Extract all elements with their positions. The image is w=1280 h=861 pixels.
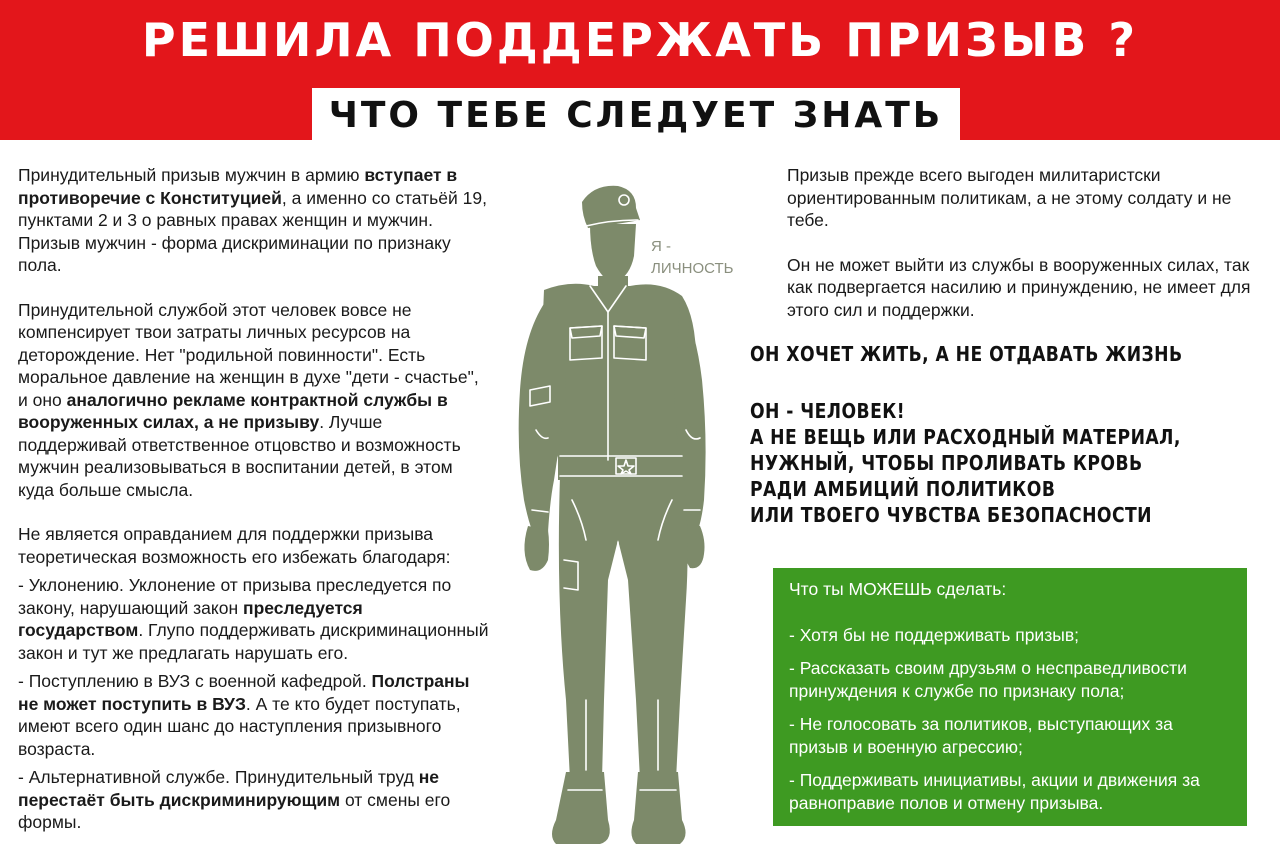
left-item-university: - Поступлению в ВУЗ с военной кафедрой. Полстраны не может поступить в ВУЗ. А те кто будет поступать, имеют всего один шанс до наступления призывного возраста.: [18, 671, 470, 759]
right-paragraph-politicians: Призыв прежде всего выгоден милитаристски ориентированным политикам, а не этому солдату и не тебе.: [787, 165, 1232, 230]
left-paragraph-constitution: Принудительный призыв мужчин в армию вступает в противоречие с Конституцией, а именно со статьёй 19, пунктами 2 и 3 о равных правах женщин и мужчин. Призыв мужчин - форма дискриминации по признаку пола.: [18, 165, 487, 275]
action-item: - Не голосовать за политиков, выступающих за призыв и военную агрессию;: [789, 714, 1173, 757]
action-title: Что ты МОЖЕШЬ сделать:: [789, 579, 1007, 599]
action-box: [773, 568, 1247, 826]
subtitle-box: [312, 88, 960, 140]
left-paragraph-childbirth: Принудительной службой этот человек вовсе не компенсирует твои затраты личных ресурсов на деторождение. Нет "родильной повинности". Есть моральное давление на женщин в духе "дети - счастье", и оно аналогично рекламе контрактной службы в вооруженных силах, а не призыву. Лучше поддерживай ответственное отцовство и возможность мужчин реализовываться в воспитании детей, в этом куда больше смысла.: [18, 299, 479, 500]
page-subtitle: ЧТО ТЕБЕ СЛЕДУЕТ ЗНАТЬ: [328, 95, 944, 136]
slogan-he-is-human: ОН - ЧЕЛОВЕК! А НЕ ВЕЩЬ ИЛИ РАСХОДНЫЙ МАТЕРИАЛ, НУЖНЫЙ, ЧТОБЫ ПРОЛИВАТЬ КРОВЬ РАДИ АМБИЦИЙ ПОЛИТИКОВ ИЛИ ТВОЕГО ЧУВСТВА БЕЗОПАСНОСТИ: [750, 399, 1181, 527]
action-item: - Рассказать своим друзьям о несправедливости принуждения к службе по признаку пола;: [789, 658, 1187, 701]
left-item-evasion: - Уклонению. Уклонение от призыва преследуется по закону, нарушающий закон преследуется государством. Глупо поддерживать дискриминационный закон и тут же предлагать нарушать его.: [18, 575, 489, 663]
action-item: - Хотя бы не поддерживать призыв;: [789, 624, 1079, 645]
right-column: [787, 164, 1257, 343]
slogan-wants-to-live: ОН ХОЧЕТ ЖИТЬ, А НЕ ОТДАВАТЬ ЖИЗНЬ: [750, 342, 1183, 366]
left-item-alternative: - Альтернативной службе. Принудительный труд не перестаёт быть дискриминирующим от смены его формы.: [18, 767, 451, 832]
left-column: [18, 164, 490, 840]
action-item: - Поддерживать инициативы, акции и движения за равноправие полов и отмену призыва.: [789, 770, 1200, 813]
header-banner: [0, 0, 1280, 140]
soldier-illustration: [490, 180, 760, 860]
right-paragraph-cannot-leave: Он не может выйти из службы в вооруженных силах, так как подвергается насилию и принуждению, не имеет для этого сил и поддержки.: [787, 254, 1251, 320]
left-paragraph-excuses: Не является оправданием для поддержки призыва теоретическая возможность его избежать благодаря:: [18, 524, 451, 567]
page-title: РЕШИЛА ПОДДЕРЖАТЬ ПРИЗЫВ ?: [141, 13, 1139, 67]
figure-caption: Я - ЛИЧНОСТЬ: [651, 238, 734, 277]
